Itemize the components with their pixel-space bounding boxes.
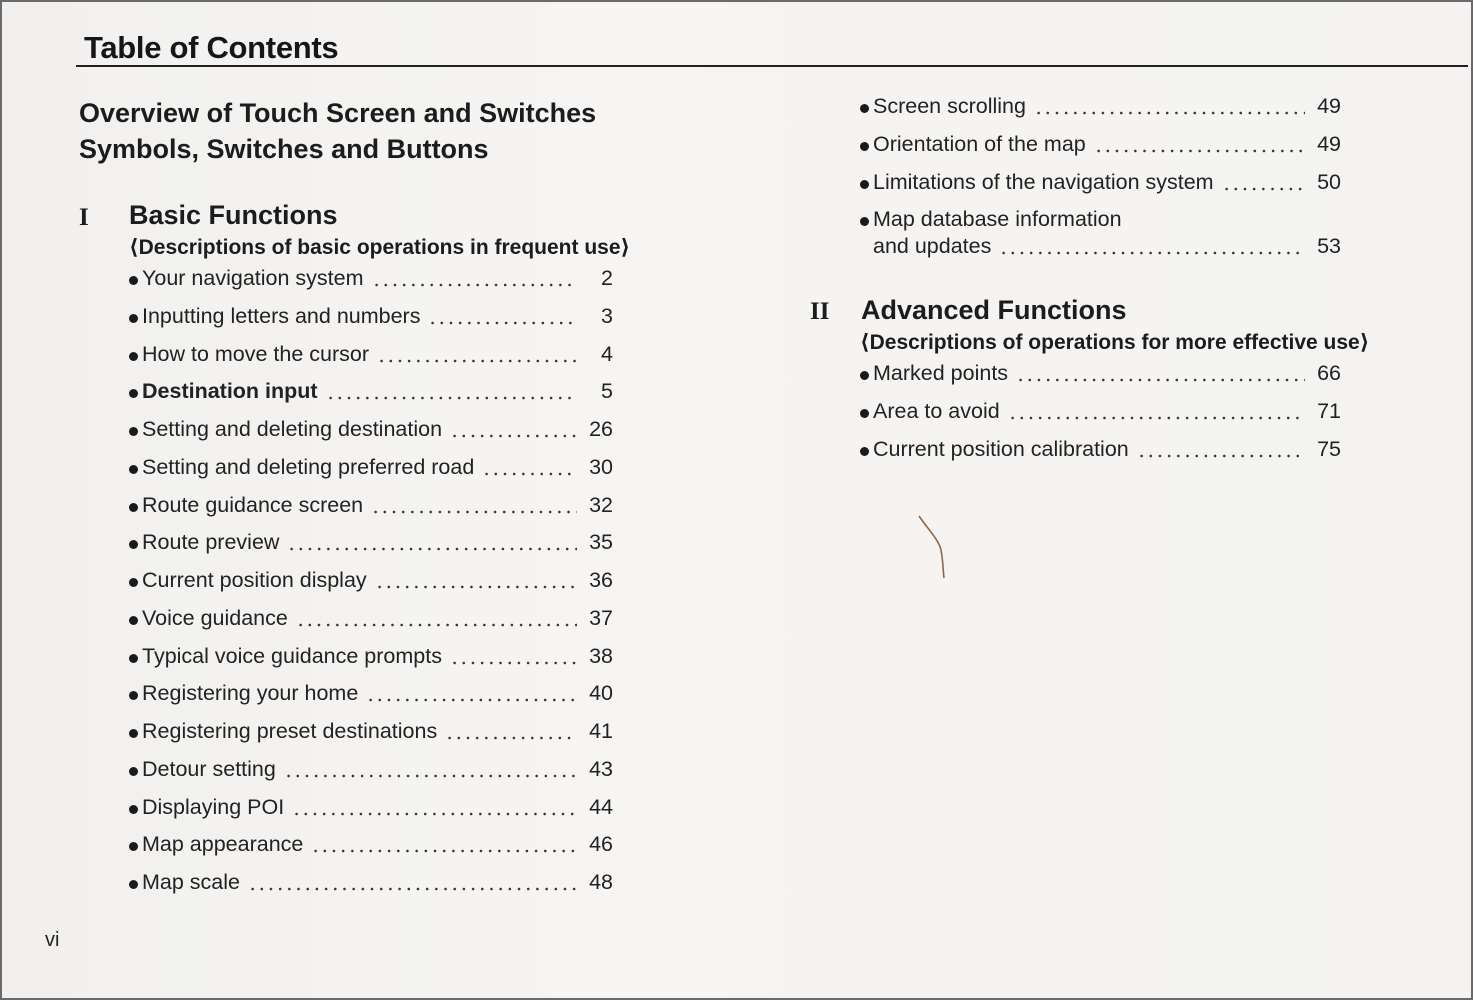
toc-entry-page-number: 50 bbox=[1317, 169, 1341, 194]
toc-entry-label: Map scale bbox=[142, 870, 240, 894]
toc-entry-page-number: 4 bbox=[601, 341, 613, 366]
bullet-icon bbox=[129, 654, 138, 663]
bullet-icon bbox=[860, 217, 869, 226]
bullet-icon bbox=[129, 729, 138, 738]
bullet-icon bbox=[129, 616, 138, 625]
bullet-icon bbox=[860, 447, 869, 456]
toc-entry-label: Current position display bbox=[142, 568, 367, 592]
dot-leader bbox=[375, 568, 577, 592]
bullet-icon bbox=[129, 276, 138, 285]
toc-list-basic-continued bbox=[860, 94, 1341, 269]
toc-entry-page-number: 32 bbox=[589, 492, 613, 517]
toc-entry bbox=[129, 795, 613, 833]
toc-entry-page-number: 30 bbox=[589, 454, 613, 479]
dot-leader bbox=[372, 266, 578, 290]
bullet-icon bbox=[860, 371, 869, 380]
toc-entry-page-number: 2 bbox=[601, 266, 613, 290]
dot-leader bbox=[366, 681, 577, 705]
overview-line-1: Overview of Touch Screen and Switches bbox=[79, 98, 597, 128]
toc-entry-label: Route guidance screen bbox=[142, 492, 364, 517]
bullet-icon bbox=[129, 427, 138, 436]
bullet-icon bbox=[129, 540, 138, 549]
toc-entry bbox=[129, 832, 613, 870]
dot-leader bbox=[999, 234, 1305, 258]
toc-entry bbox=[860, 361, 1341, 399]
toc-entry bbox=[860, 132, 1341, 170]
toc-entry-page-number: 37 bbox=[589, 605, 613, 630]
toc-entry-page-number: 71 bbox=[1317, 398, 1341, 423]
toc-entry bbox=[860, 207, 1341, 269]
dot-leader bbox=[1094, 132, 1305, 156]
toc-entry bbox=[129, 568, 613, 606]
toc-entry bbox=[129, 681, 613, 719]
bullet-icon bbox=[860, 142, 869, 151]
dot-leader bbox=[1016, 361, 1305, 385]
toc-entry-page-number: 41 bbox=[589, 719, 613, 743]
dot-leader bbox=[1008, 399, 1305, 423]
overview-heading bbox=[79, 95, 596, 167]
toc-entry-page-number: 46 bbox=[589, 832, 613, 857]
toc-entry-label: Map database information bbox=[873, 207, 1122, 232]
bullet-icon bbox=[860, 409, 869, 418]
toc-entry-page-number: 66 bbox=[1317, 361, 1341, 385]
bullet-icon bbox=[860, 180, 869, 189]
toc-entry bbox=[129, 606, 613, 644]
dot-leader bbox=[445, 719, 577, 743]
toc-entry bbox=[129, 342, 613, 380]
toc-entry-label: Screen scrolling bbox=[873, 94, 1026, 118]
toc-entry-label: Detour setting bbox=[142, 756, 276, 781]
dot-leader bbox=[248, 870, 577, 894]
toc-entry-page-number: 5 bbox=[601, 379, 613, 404]
bullet-icon bbox=[860, 104, 869, 113]
dot-leader bbox=[311, 832, 577, 856]
toc-entry-page-number: 3 bbox=[601, 303, 613, 328]
toc-entry-label-continued: and updates bbox=[873, 234, 992, 259]
toc-entry bbox=[129, 379, 613, 417]
dot-leader bbox=[482, 455, 577, 479]
section-description-basic: ⟨Descriptions of basic operations in frequent use⟩ bbox=[129, 236, 631, 259]
toc-entry bbox=[129, 455, 613, 493]
toc-entry-page-number: 49 bbox=[1317, 131, 1341, 156]
section-title-basic-functions: Basic Functions bbox=[129, 200, 338, 230]
toc-entry-label: Area to avoid bbox=[873, 398, 1000, 423]
bullet-icon bbox=[129, 389, 138, 398]
dot-leader bbox=[377, 342, 577, 366]
bullet-icon bbox=[129, 503, 138, 512]
toc-entry-label: Displaying POI bbox=[142, 794, 285, 819]
bullet-icon bbox=[129, 691, 138, 700]
page-number: vi bbox=[45, 929, 60, 951]
toc-entry-page-number: 35 bbox=[589, 530, 613, 555]
toc-entry bbox=[860, 399, 1341, 437]
toc-entry-label: Registering preset destinations bbox=[142, 719, 438, 743]
bullet-icon bbox=[129, 880, 138, 889]
toc-entry bbox=[129, 493, 613, 531]
toc-entry-label: Current position calibration bbox=[873, 436, 1129, 461]
section-title-advanced-functions: Advanced Functions bbox=[861, 295, 1127, 325]
bullet-icon bbox=[129, 578, 138, 587]
toc-entry-page-number: 75 bbox=[1317, 436, 1341, 461]
section-description-advanced: ⟨Descriptions of operations for more effective use⟩ bbox=[860, 331, 1370, 354]
dot-leader bbox=[296, 606, 577, 630]
dot-leader bbox=[450, 644, 577, 668]
toc-entry-label: Limitations of the navigation system bbox=[873, 169, 1214, 194]
toc-entry-label: Registering your home bbox=[142, 681, 359, 706]
toc-entry-page-number: 48 bbox=[589, 870, 613, 894]
bullet-icon bbox=[129, 805, 138, 814]
toc-entry-label: Destination input bbox=[142, 379, 318, 404]
toc-entry bbox=[129, 719, 613, 757]
pen-mark bbox=[917, 514, 947, 580]
toc-list-advanced-functions bbox=[860, 361, 1341, 474]
toc-entry-label: Setting and deleting destination bbox=[142, 417, 443, 441]
toc-entry bbox=[129, 757, 613, 795]
dot-leader bbox=[1137, 437, 1305, 461]
toc-entry-page-number: 53 bbox=[1317, 234, 1341, 259]
toc-entry-label: Route preview bbox=[142, 530, 280, 555]
toc-entry-label: Inputting letters and numbers bbox=[142, 303, 421, 328]
dot-leader bbox=[450, 417, 577, 441]
toc-entry-label: Your navigation system bbox=[142, 266, 364, 290]
title-rule bbox=[76, 65, 1468, 67]
toc-entry-label: How to move the cursor bbox=[142, 341, 370, 366]
bullet-icon bbox=[129, 842, 138, 851]
dot-leader bbox=[292, 795, 577, 819]
dot-leader bbox=[1034, 94, 1305, 118]
toc-entry-page-number: 36 bbox=[589, 568, 613, 592]
toc-entry-label: Orientation of the map bbox=[873, 131, 1086, 156]
dot-leader bbox=[371, 493, 577, 517]
section-numeral-2: II bbox=[810, 298, 830, 325]
toc-entry-label: Marked points bbox=[873, 361, 1009, 385]
toc-list-basic-functions bbox=[129, 266, 613, 908]
toc-entry bbox=[860, 170, 1341, 208]
toc-entry bbox=[860, 94, 1341, 132]
toc-entry-page-number: 26 bbox=[589, 417, 613, 441]
toc-entry bbox=[860, 437, 1341, 475]
section-numeral-1: I bbox=[79, 204, 89, 231]
toc-entry-page-number: 44 bbox=[589, 794, 613, 819]
bullet-icon bbox=[129, 767, 138, 776]
overview-line-2: Symbols, Switches and Buttons bbox=[79, 134, 489, 164]
toc-entry bbox=[129, 417, 613, 455]
toc-entry-page-number: 40 bbox=[589, 681, 613, 706]
toc-entry-page-number: 38 bbox=[589, 643, 613, 668]
dot-leader bbox=[284, 757, 577, 781]
dot-leader bbox=[287, 530, 577, 554]
dot-leader bbox=[326, 379, 577, 403]
page-title: Table of Contents bbox=[84, 30, 339, 65]
dot-leader bbox=[1222, 170, 1305, 194]
toc-entry-page-number: 43 bbox=[589, 756, 613, 781]
bullet-icon bbox=[129, 352, 138, 361]
toc-entry-label: Voice guidance bbox=[142, 605, 288, 630]
toc-entry bbox=[129, 266, 613, 304]
dot-leader bbox=[428, 304, 577, 328]
toc-entry-label: Setting and deleting preferred road bbox=[142, 454, 475, 479]
toc-entry bbox=[129, 644, 613, 682]
toc-entry bbox=[129, 530, 613, 568]
bullet-icon bbox=[129, 465, 138, 474]
toc-entry-page-number: 49 bbox=[1317, 94, 1341, 118]
toc-entry bbox=[129, 870, 613, 908]
toc-entry-label: Map appearance bbox=[142, 832, 304, 857]
toc-entry bbox=[129, 304, 613, 342]
toc-entry-label: Typical voice guidance prompts bbox=[142, 643, 442, 668]
bullet-icon bbox=[129, 314, 138, 323]
